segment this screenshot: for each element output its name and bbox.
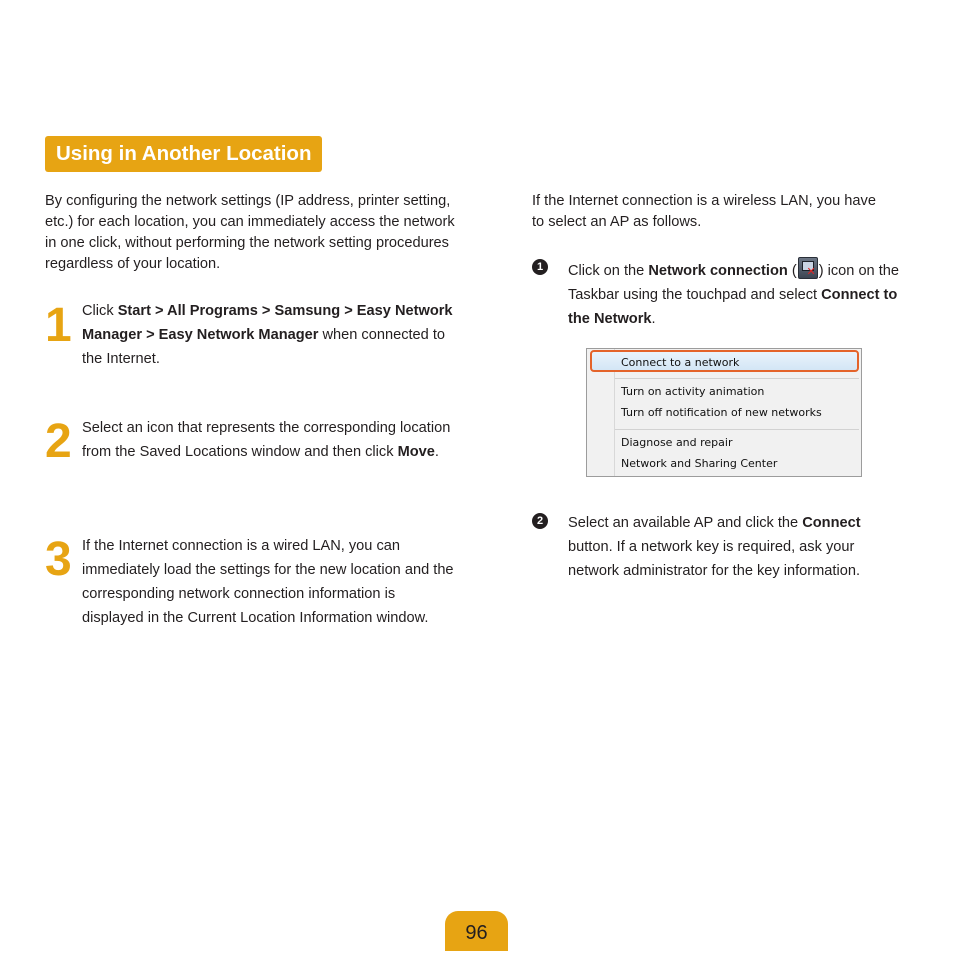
network-context-menu [586, 348, 862, 477]
network-connection-icon: ✕ [798, 257, 818, 279]
menu-item-network-and-sharing-center[interactable]: Network and Sharing Center [621, 457, 778, 470]
step-number: 2 [45, 415, 71, 468]
menu-item-turn-off-notification[interactable]: Turn off notification of new networks [621, 406, 822, 419]
substep-bullet-2: 2 [532, 513, 548, 529]
wireless-intro: If the Internet connection is a wireless LAN, you have to select an AP as follows. [532, 193, 876, 230]
step-3-text: If the Internet connection is a wired LAN, you can immediately load the settings for the new location and the corresponding network connection information is displayed in the Current Location Information window. [82, 538, 454, 626]
page-number: 96 [445, 911, 508, 951]
step-number: 1 [45, 299, 71, 352]
step-1-text: Click Start > All Programs > Samsung > Easy Network Manager > Easy Network Manager when connected to the Internet. [82, 303, 453, 367]
step-number: 3 [45, 533, 71, 586]
substep-2-text: Select an available AP and click the Connect button. If a network key is required, ask your network administrator for the key information. [568, 515, 861, 579]
menu-separator [615, 378, 859, 379]
menu-item-turn-on-activity-animation[interactable]: Turn on activity animation [621, 385, 765, 398]
substep-bullet-1: 1 [532, 259, 548, 275]
menu-separator [615, 429, 859, 430]
section-title: Using in Another Location [45, 136, 322, 172]
intro-paragraph: By configuring the network settings (IP address, printer setting, etc.) for each location, you can immediately access the network in one click, without performing the network setting procedures regardless of your location. [45, 193, 455, 272]
menu-item-connect-to-network[interactable]: Connect to a network [621, 356, 740, 369]
step-2-text: Select an icon that represents the corresponding location from the Saved Locations window and then click Move. [82, 420, 451, 460]
substep-1-text: Click on the Network connection ( ✕ ) icon on the Taskbar using the touchpad and select Connect to the Network. [568, 257, 908, 331]
menu-item-diagnose-and-repair[interactable]: Diagnose and repair [621, 436, 733, 449]
